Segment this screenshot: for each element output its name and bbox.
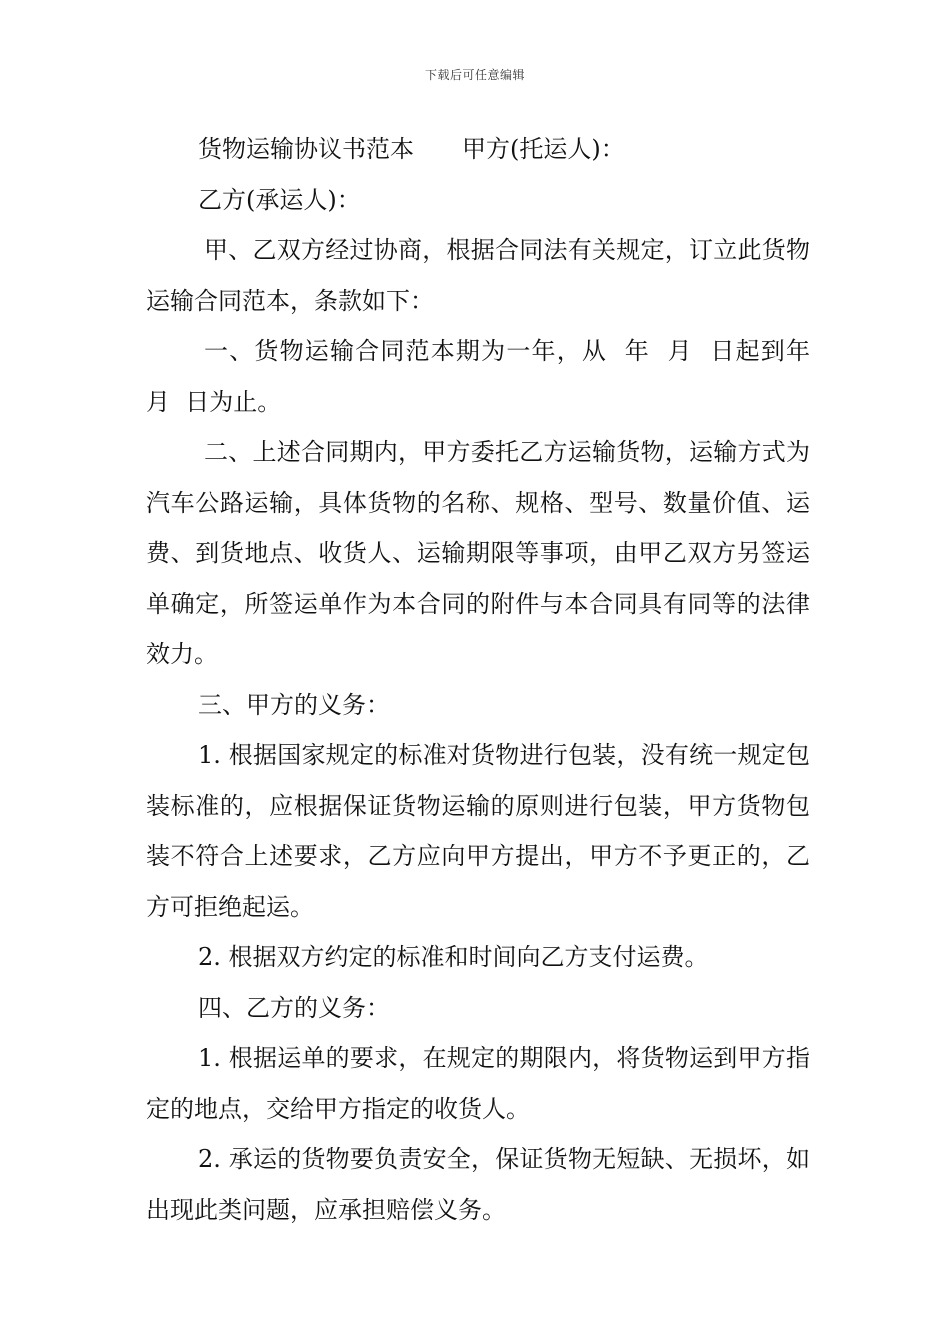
document-body bbox=[146, 124, 826, 1235]
clause-3-item-1: 1. 根据国家规定的标准对货物进行包装，没有统一规定包装标准的，应根据保证货物运输的原则进行包装，甲方货物包装不符合上述要求，乙方应向甲方提出，甲方不予更正的，乙方可拒绝起运。 bbox=[146, 741, 810, 921]
clause-4-heading: 四、乙方的义务： bbox=[198, 993, 390, 1022]
clause-2: 二、上述合同期内，甲方委托乙方运输货物，运输方式为汽车公路运输，具体货物的名称、规格、型号、数量价值、运费、到货地点、收货人、运输期限等事项，由甲乙双方另签运单确定，所签运单作为本合同的附件与本合同具有同等的法律效力。 bbox=[146, 438, 810, 668]
clause-3-item-2: 2. 根据双方约定的标准和时间向乙方支付运费。 bbox=[198, 943, 709, 971]
document-title: 货物运输协议书范本 bbox=[198, 135, 414, 163]
party-a-label: 甲方(托运人)： bbox=[462, 135, 625, 163]
clause-4-item-2: 2. 承运的货物要负责安全，保证货物无短缺、无损坏，如出现此类问题，应承担赔偿义务。 bbox=[146, 1145, 810, 1224]
clause-4-item-1: 1. 根据运单的要求，在规定的期限内，将货物运到甲方指定的地点，交给甲方指定的收货人。 bbox=[146, 1044, 810, 1123]
header-note: 下载后可任意编辑 bbox=[424, 68, 525, 82]
clause-1: 一、货物运输合同范本期为一年，从 年 月 日起到年 月 日为止。 bbox=[146, 337, 826, 416]
intro-paragraph: 甲、乙双方经过协商，根据合同法有关规定，订立此货物运输合同范本，条款如下： bbox=[146, 236, 810, 315]
party-b-label: 乙方(承运人)： bbox=[198, 185, 361, 214]
clause-3-heading: 三、甲方的义务： bbox=[198, 690, 390, 719]
title-line bbox=[146, 124, 810, 175]
